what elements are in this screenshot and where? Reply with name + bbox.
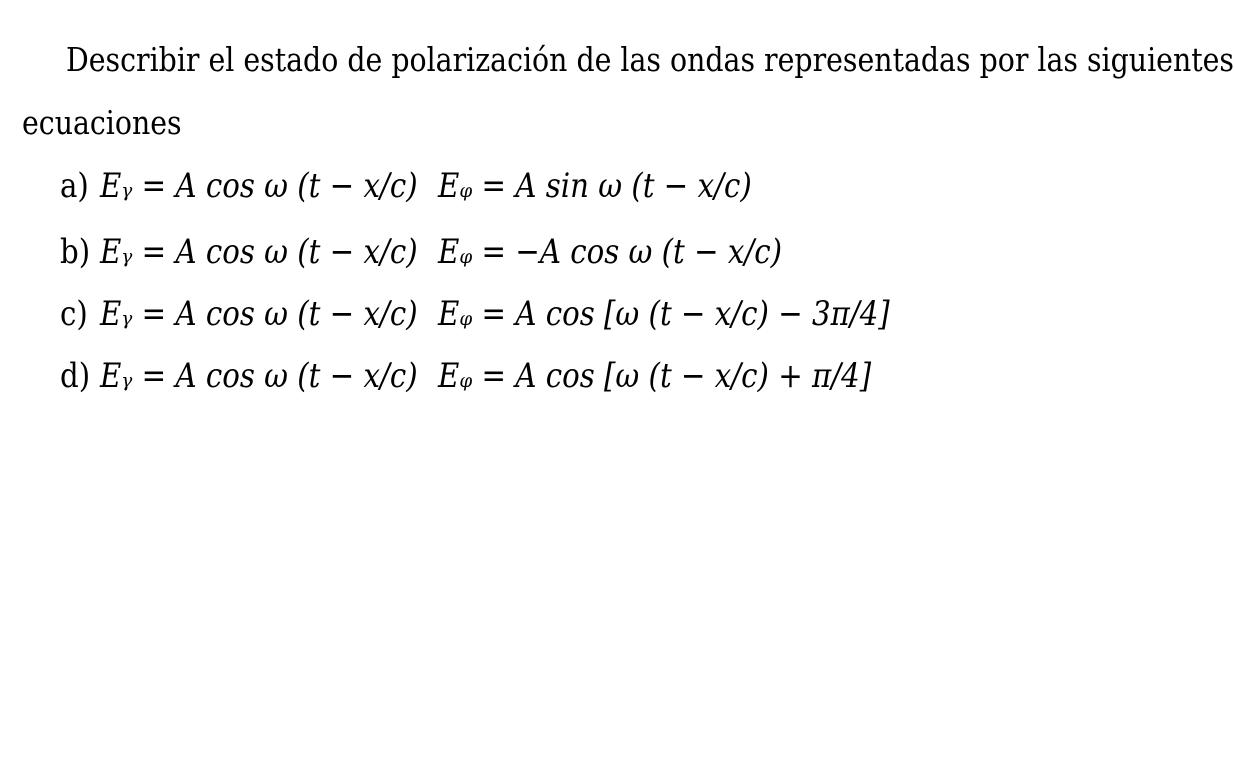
- equation-ez: Eᵩ = A cos [ω (t − x/c) + π/4]: [438, 356, 872, 396]
- problem-statement-line1: Describir el estado de polarización de las ondas representadas por las siguientes: [66, 40, 1234, 79]
- equation-ey: Eᵧ = A cos ω (t − x/c): [100, 356, 418, 396]
- equation-label: a): [60, 166, 89, 206]
- equation-ez: Eᵩ = −A cos ω (t − x/c): [438, 232, 783, 272]
- problem-statement-line2: ecuaciones: [22, 103, 182, 142]
- equation-label: c): [60, 294, 88, 334]
- equation-ey: Eᵧ = A cos ω (t − x/c): [100, 294, 418, 334]
- equation-ez: Eᵩ = A cos [ω (t − x/c) − 3π/4]: [438, 294, 890, 334]
- equation-ey: Eᵧ = A cos ω (t − x/c): [100, 166, 418, 206]
- equation-ey: Eᵧ = A cos ω (t − x/c): [100, 232, 418, 272]
- equation-ez: Eᵩ = A sin ω (t − x/c): [438, 166, 752, 206]
- equation-label: b): [60, 232, 91, 272]
- equation-label: d): [60, 356, 91, 396]
